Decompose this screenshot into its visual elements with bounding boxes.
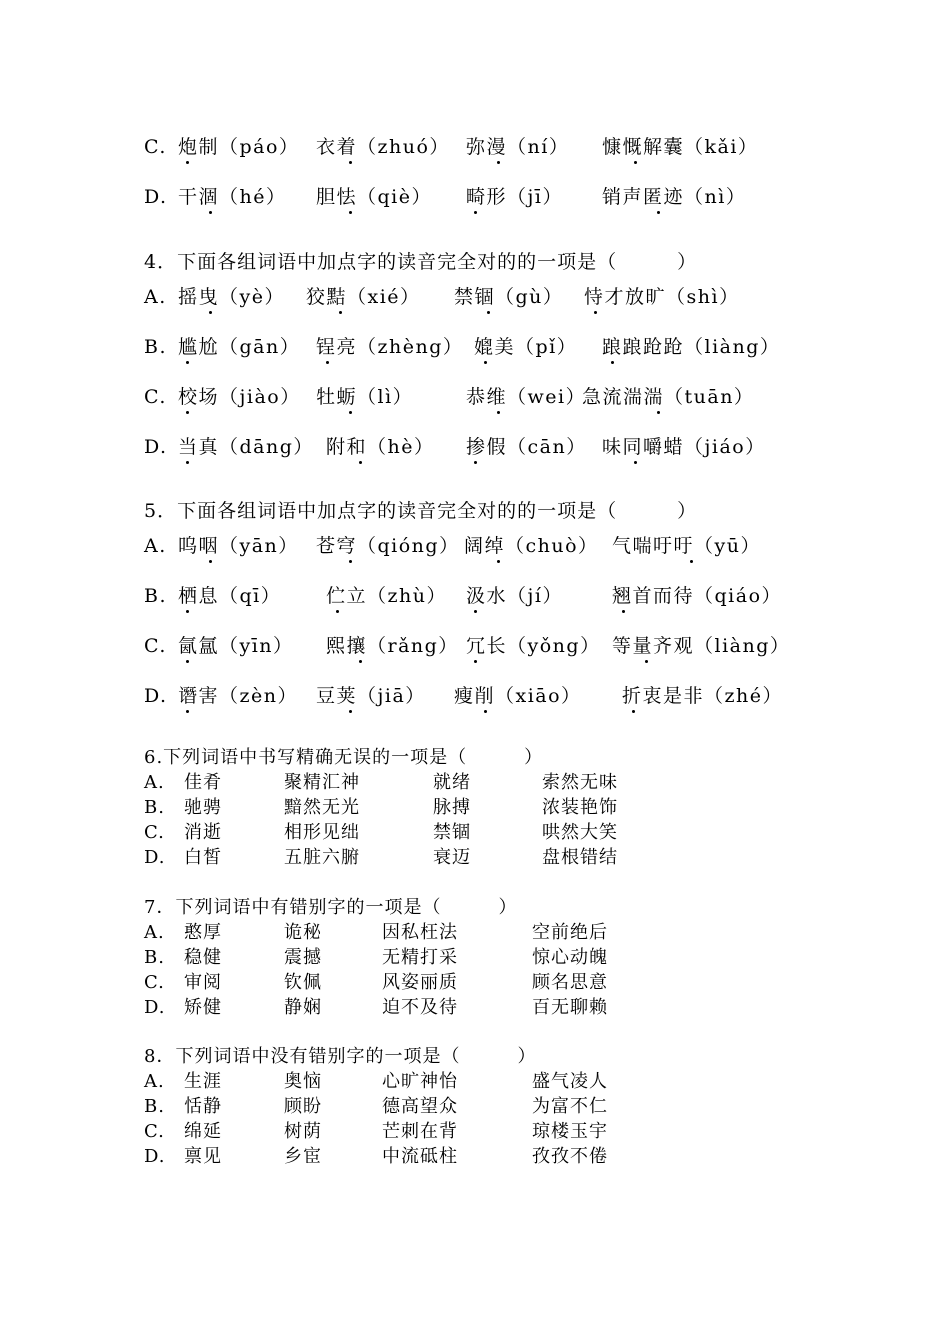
- option-item: 五脏六腑: [284, 847, 360, 868]
- emphasis-dot: [484, 361, 487, 364]
- emphasis-dot: [690, 560, 693, 563]
- option-item: 稳健: [184, 947, 222, 968]
- option-item: 空前绝后: [532, 922, 608, 943]
- option-item: 百无聊赖: [532, 997, 608, 1018]
- emphasis-dot: [209, 311, 212, 314]
- emphasis-dot: [186, 461, 189, 464]
- option-item: 禁锢: [433, 822, 471, 843]
- emphasis-dot: [474, 610, 477, 613]
- option-item: 豆荚（jiā）: [316, 685, 426, 707]
- option-item: 诡秘: [284, 922, 322, 943]
- option-item: 阔绰（chuò）: [464, 535, 599, 557]
- option-label: C.: [144, 635, 167, 657]
- option-item: 乡宦: [284, 1146, 322, 1167]
- option-label: B.: [144, 336, 168, 358]
- option-label: A.: [144, 772, 165, 793]
- option-item: 呜咽（yān）: [178, 535, 299, 557]
- option-item: 踉踉跄跄（liàng）: [602, 336, 781, 358]
- option-label: C.: [144, 972, 165, 993]
- emphasis-dot: [622, 610, 625, 613]
- option-label: B.: [144, 585, 168, 607]
- option-item: 奥恼: [284, 1071, 322, 1092]
- option-item: 相形见绌: [284, 822, 360, 843]
- option-item: 盛气凌人: [532, 1071, 608, 1092]
- emphasis-dot: [487, 311, 490, 314]
- option-item: 为富不仁: [532, 1096, 608, 1117]
- option-label: B.: [144, 1096, 165, 1117]
- option-item: 顾名思意: [532, 972, 608, 993]
- option-item: 琼楼玉宇: [532, 1121, 608, 1142]
- emphasis-dot: [474, 211, 477, 214]
- option-item: 媲美（pǐ）: [474, 336, 578, 358]
- option-label: D.: [144, 997, 166, 1018]
- option-item: 折衷是非（zhé）: [622, 685, 783, 707]
- option-item: 弥漫（ní）: [466, 136, 570, 158]
- option-item: 因私枉法: [382, 922, 458, 943]
- option-item: 胆怯（qiè）: [316, 186, 432, 208]
- option-item: 黯然无光: [284, 797, 360, 818]
- option-item: 掺假（cān）: [466, 436, 587, 458]
- option-item: 震撼: [284, 947, 322, 968]
- emphasis-dot: [336, 610, 339, 613]
- option-item: 销声匿迹（nì）: [602, 186, 747, 208]
- emphasis-dot: [186, 660, 189, 663]
- option-label: D.: [144, 847, 166, 868]
- option-item: 禁锢（gù）: [454, 286, 564, 308]
- emphasis-dot: [474, 660, 477, 663]
- option-item: 衣着（zhuó）: [316, 136, 450, 158]
- option-item: 当真（dāng）: [178, 436, 314, 458]
- option-item: 白皙: [184, 847, 222, 868]
- option-label: B.: [144, 947, 165, 968]
- option-item: 畸形（jī）: [466, 186, 563, 208]
- option-item: 锃亮（zhèng）: [316, 336, 464, 358]
- emphasis-dot: [186, 361, 189, 364]
- option-item: 风姿丽质: [382, 972, 458, 993]
- option-item: 狡黠（xié）: [306, 286, 421, 308]
- option-item: 聚精汇神: [284, 772, 360, 793]
- option-item: 佳肴: [184, 772, 222, 793]
- emphasis-dot: [632, 710, 635, 713]
- option-label: B.: [144, 797, 165, 818]
- option-item: 恭维（wei）: [466, 386, 587, 408]
- option-item: 衰迈: [433, 847, 471, 868]
- option-item: 浓装艳饰: [542, 797, 618, 818]
- option-label: D.: [144, 685, 168, 707]
- emphasis-dot: [359, 461, 362, 464]
- option-label: D.: [144, 186, 168, 208]
- option-item: 谮害（zèn）: [178, 685, 298, 707]
- option-item: 静娴: [284, 997, 322, 1018]
- emphasis-dot: [594, 311, 597, 314]
- option-item: 惊心动魄: [532, 947, 608, 968]
- option-item: 矫健: [184, 997, 222, 1018]
- emphasis-dot: [349, 560, 352, 563]
- option-item: 栖息（qī）: [178, 585, 282, 607]
- option-item: 急流湍湍（tuān）: [582, 386, 755, 408]
- question-8-title: 8．下列词语中没有错别字的一项是（ ）: [144, 1046, 537, 1067]
- emphasis-dot: [186, 710, 189, 713]
- option-item: 苍穹（qióng）: [316, 535, 460, 557]
- emphasis-dot: [474, 461, 477, 464]
- option-item: 翘首而待（qiáo）: [612, 585, 783, 607]
- emphasis-dot: [209, 211, 212, 214]
- option-item: 冗长（yǒng）: [466, 635, 601, 657]
- option-item: 氤氲（yīn）: [178, 635, 294, 657]
- option-item: 心旷神怡: [382, 1071, 458, 1092]
- option-item: 盘根错结: [542, 847, 618, 868]
- option-item: 就绪: [433, 772, 471, 793]
- option-item: 驰骋: [184, 797, 222, 818]
- option-item: 尴尬（gān）: [178, 336, 301, 358]
- option-item: 生涯: [184, 1071, 222, 1092]
- option-item: 恃才放旷（shì）: [584, 286, 740, 308]
- option-item: 味同嚼蜡（jiáo）: [602, 436, 766, 458]
- emphasis-dot: [349, 710, 352, 713]
- option-item: 恬静: [184, 1096, 222, 1117]
- option-item: 摇曳（yè）: [178, 286, 285, 308]
- emphasis-dot: [497, 161, 500, 164]
- option-label: A.: [144, 922, 165, 943]
- option-item: 炮制（páo）: [178, 136, 300, 158]
- option-label: A.: [144, 286, 167, 308]
- emphasis-dot: [339, 311, 342, 314]
- option-label: C.: [144, 136, 167, 158]
- option-label: C.: [144, 386, 167, 408]
- option-item: 校场（jiào）: [178, 386, 301, 408]
- option-label: D.: [144, 1146, 166, 1167]
- option-item: 牡蛎（lì）: [316, 386, 414, 408]
- option-item: 芒刺在背: [382, 1121, 458, 1142]
- emphasis-dot: [349, 211, 352, 214]
- emphasis-dot: [186, 411, 189, 414]
- option-item: 绵延: [184, 1121, 222, 1142]
- question-7-title: 7．下列词语中有错别字的一项是（ ）: [144, 897, 518, 918]
- question-6-title: 6.下列词语中书写精确无误的一项是（ ）: [144, 747, 544, 768]
- emphasis-dot: [484, 710, 487, 713]
- option-label: A.: [144, 1071, 165, 1092]
- option-label: D.: [144, 436, 168, 458]
- emphasis-dot: [209, 560, 212, 563]
- emphasis-dot: [186, 610, 189, 613]
- option-item: 熙攘（rǎng）: [326, 635, 459, 657]
- option-item: 瘦削（xiāo）: [454, 685, 582, 707]
- option-item: 顾盼: [284, 1096, 322, 1117]
- emphasis-dot: [497, 411, 500, 414]
- option-item: 迫不及待: [382, 997, 458, 1018]
- emphasis-dot: [657, 411, 660, 414]
- option-item: 干涸（hé）: [178, 186, 287, 208]
- option-item: 中流砥柱: [382, 1146, 458, 1167]
- emphasis-dot: [611, 361, 614, 364]
- option-item: 禀见: [184, 1146, 222, 1167]
- option-item: 孜孜不倦: [532, 1146, 608, 1167]
- emphasis-dot: [634, 161, 637, 164]
- emphasis-dot: [349, 161, 352, 164]
- question-5-title: 5．下面各组词语中加点字的读音完全对的的一项是（ ）: [144, 500, 698, 522]
- option-item: 附和（hè）: [326, 436, 435, 458]
- option-item: 索然无味: [542, 772, 618, 793]
- option-item: 脉搏: [433, 797, 471, 818]
- option-label: C.: [144, 822, 165, 843]
- emphasis-dot: [634, 461, 637, 464]
- option-item: 树荫: [284, 1121, 322, 1142]
- emphasis-dot: [497, 560, 500, 563]
- question-4-title: 4．下面各组词语中加点字的读音完全对的的一项是（ ）: [144, 251, 698, 273]
- option-item: 哄然大笑: [542, 822, 618, 843]
- option-item: 憨厚: [184, 922, 222, 943]
- emphasis-dot: [645, 660, 648, 663]
- emphasis-dot: [657, 211, 660, 214]
- emphasis-dot: [359, 660, 362, 663]
- option-item: 等量齐观（liàng）: [612, 635, 791, 657]
- option-item: 消逝: [184, 822, 222, 843]
- option-item: 伫立（zhù）: [326, 585, 447, 607]
- option-item: 气喘吁吁（yū）: [612, 535, 761, 557]
- option-item: 钦佩: [284, 972, 322, 993]
- emphasis-dot: [186, 161, 189, 164]
- option-item: 无精打采: [382, 947, 458, 968]
- option-label: A.: [144, 535, 167, 557]
- option-item: 审阅: [184, 972, 222, 993]
- emphasis-dot: [326, 361, 329, 364]
- option-item: 汲水（jí）: [466, 585, 563, 607]
- option-label: C.: [144, 1121, 165, 1142]
- option-item: 慷慨解囊（kǎi）: [602, 136, 759, 158]
- option-item: 德高望众: [382, 1096, 458, 1117]
- emphasis-dot: [349, 411, 352, 414]
